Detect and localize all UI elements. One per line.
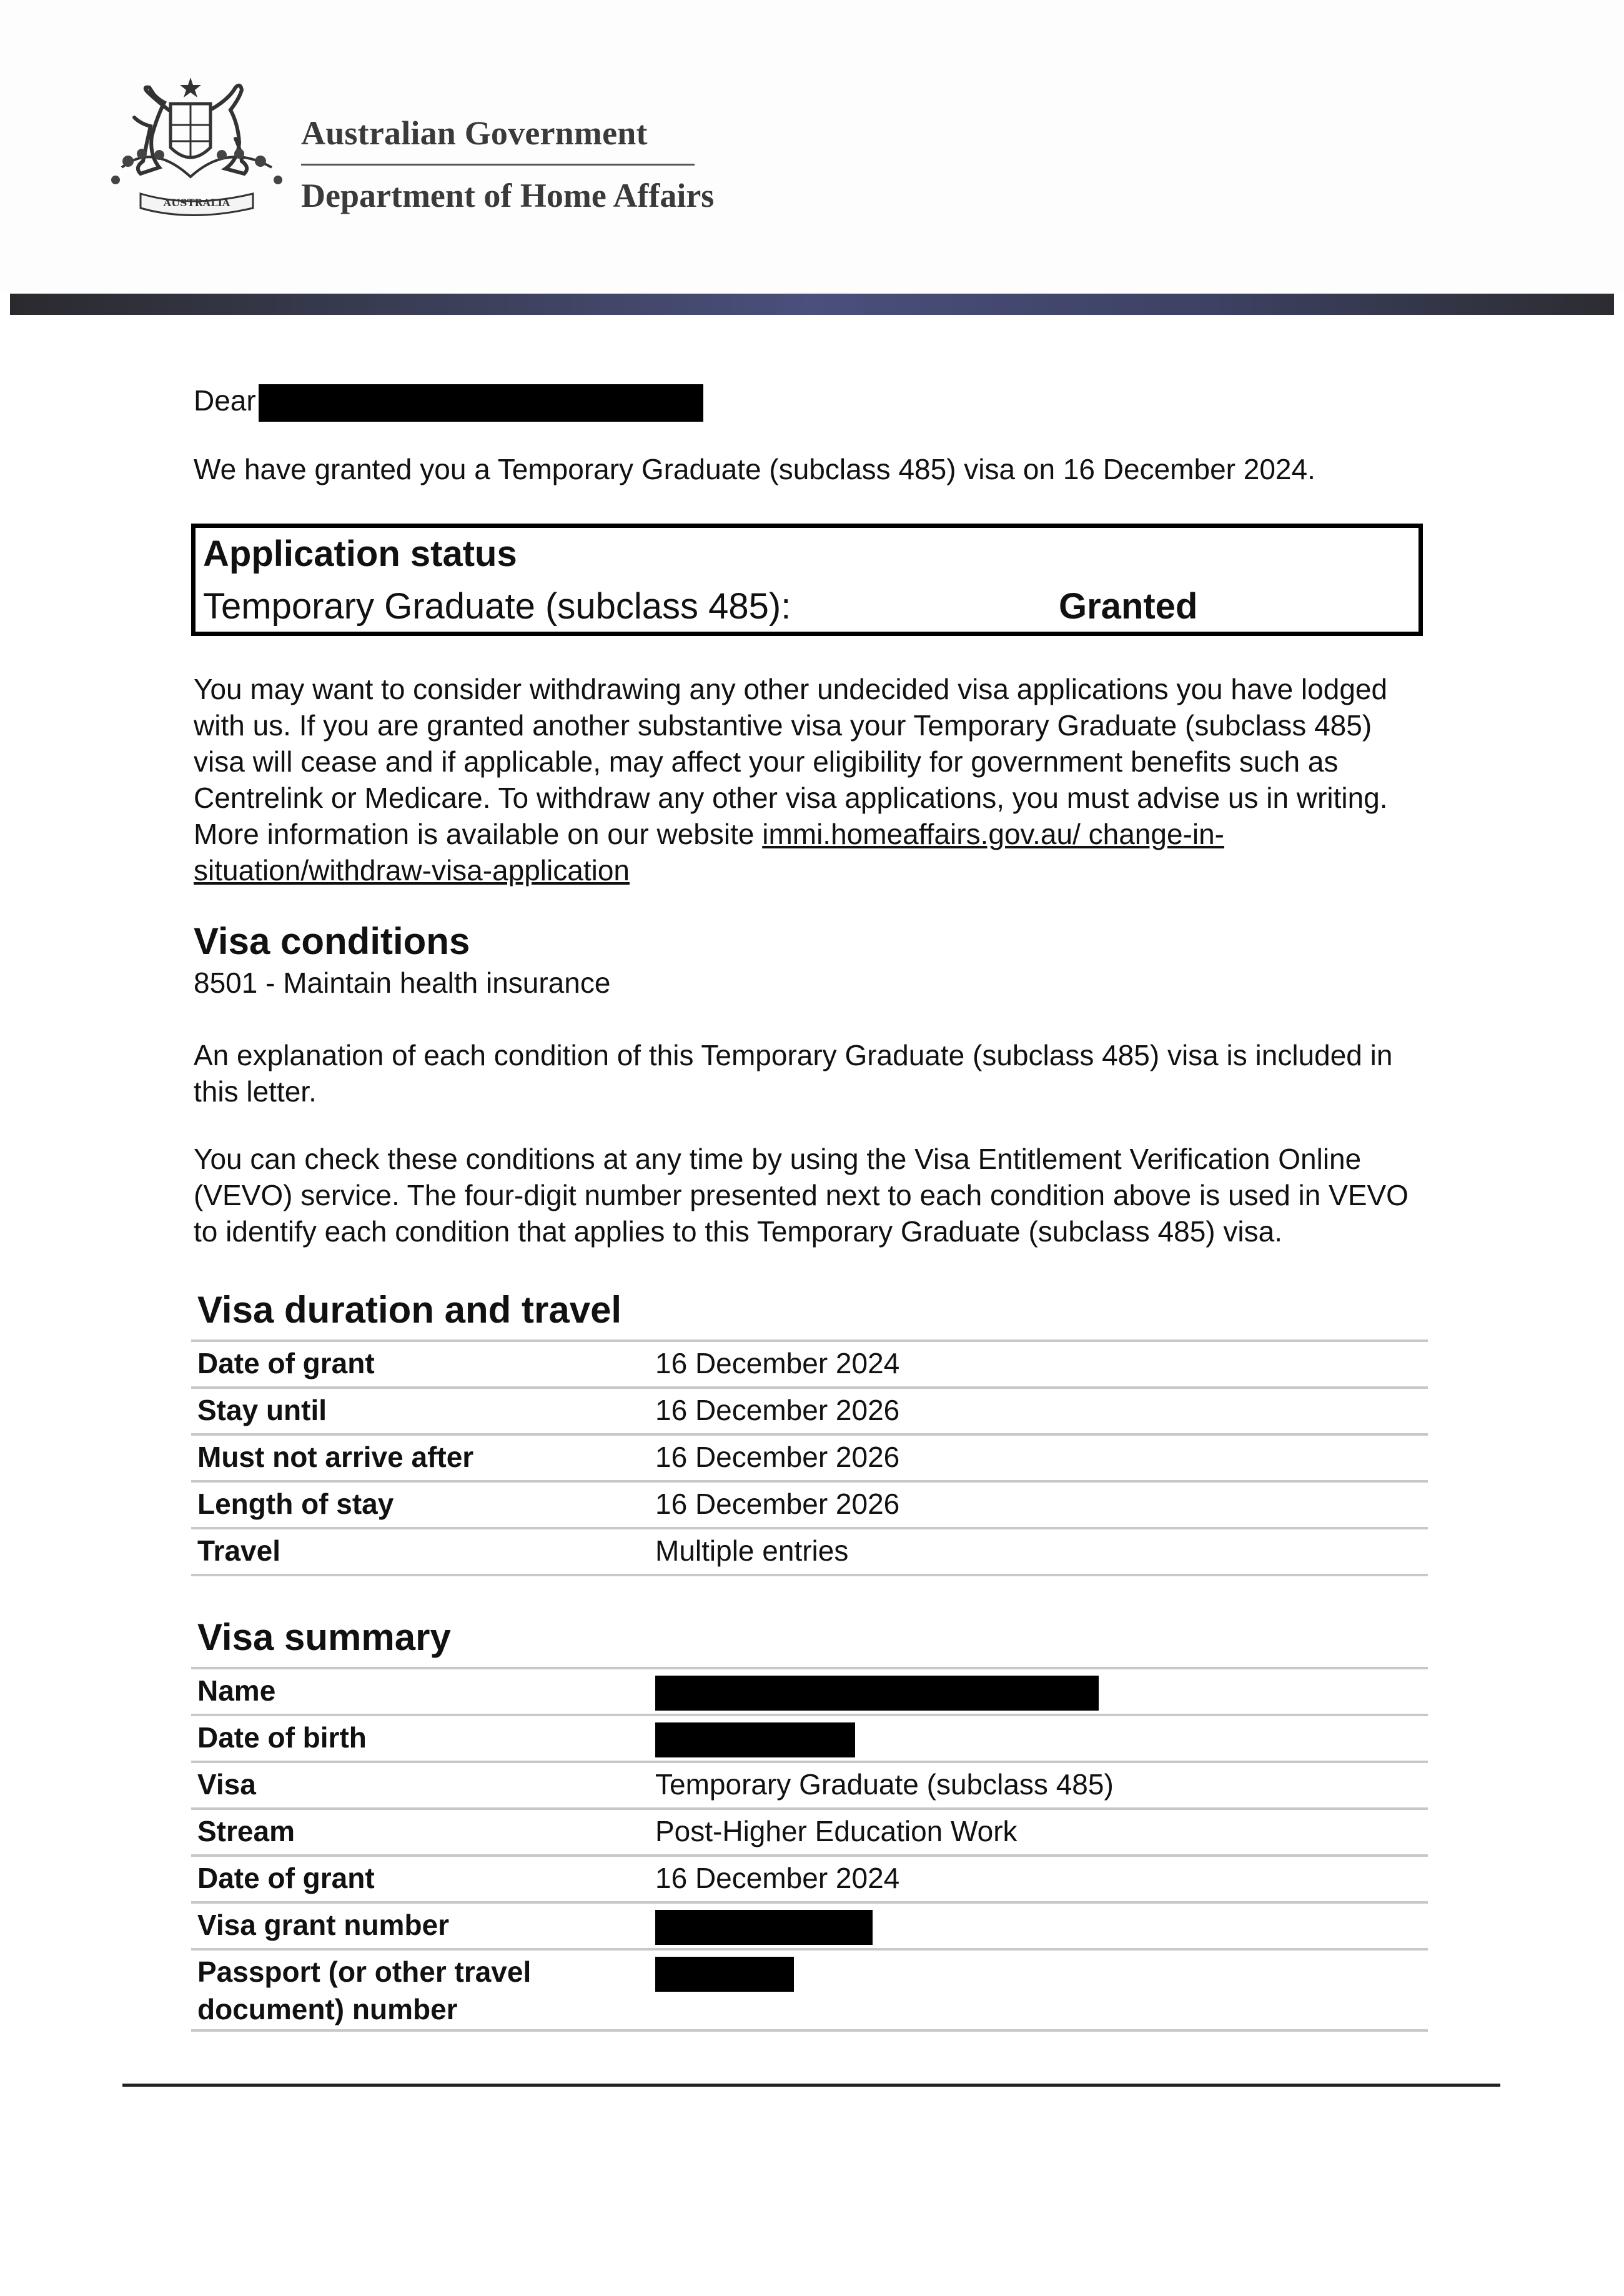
application-status-box [191, 524, 1423, 636]
duration-heading: Visa duration and travel [197, 1289, 622, 1331]
row-label: Date of birth [197, 1721, 367, 1754]
table-row [191, 1901, 1428, 1948]
row-value: 16 December 2026 [655, 1488, 900, 1520]
salutation-text: Dear [194, 384, 256, 417]
table-row [191, 1667, 1428, 1714]
row-label: Date of grant [197, 1862, 375, 1894]
visa-conditions-heading: Visa conditions [194, 920, 470, 962]
row-value [655, 1953, 794, 1992]
row-value: 16 December 2024 [655, 1347, 900, 1379]
redacted-value [655, 1722, 855, 1757]
row-label: Date of grant [197, 1347, 375, 1379]
redacted-value [655, 1957, 794, 1992]
table-row [191, 1527, 1428, 1576]
row-value: Temporary Graduate (subclass 485) [655, 1768, 1114, 1801]
row-value [655, 1672, 1099, 1711]
letterhead [0, 0, 1624, 294]
table-row [191, 1807, 1428, 1854]
row-value: Post-Higher Education Work [655, 1815, 1017, 1847]
coat-of-arms-icon [97, 74, 297, 221]
letterhead-divider [301, 164, 695, 166]
table-row [191, 1714, 1428, 1761]
duration-table [191, 1339, 1428, 1576]
withdraw-notice-text: You may want to consider withdrawing any other undecided visa applications you have lodged with us. If you are granted another substantive visa your Temporary Graduate (subclass 485) visa will cease and if applicable, may affect your eligibility for government benefits such as Centrelink or Medicare. To withdraw any other visa applications, you must advise us in writing. More information is available on our website [194, 673, 1388, 850]
table-row [191, 1386, 1428, 1433]
row-value: 16 December 2024 [655, 1862, 900, 1894]
status-visa: Temporary Graduate (subclass 485): [203, 586, 791, 627]
table-row [191, 1948, 1428, 2032]
row-label: Name [197, 1674, 276, 1707]
row-label: Visa [197, 1768, 256, 1801]
summary-table [191, 1667, 1428, 2032]
row-label: Stay until [197, 1394, 327, 1426]
table-row [191, 1854, 1428, 1901]
row-label: Length of stay [197, 1488, 394, 1520]
table-row [191, 1761, 1428, 1807]
redacted-value [655, 1676, 1099, 1711]
row-label: Stream [197, 1815, 295, 1847]
row-label: Travel [197, 1534, 280, 1567]
table-row [191, 1480, 1428, 1527]
vevo-info: You can check these conditions at any time by using the Visa Entitlement Verification Online (VEVO) service. The four-digit number presented next to each condition above is used in VEVO to identify each condition that applies to this Temporary Graduate (subclass 485) visa. [194, 1143, 1409, 1248]
redacted-name [259, 384, 703, 422]
row-value [655, 1906, 873, 1945]
header-bar [10, 294, 1614, 315]
redacted-value [655, 1910, 873, 1945]
row-value [655, 1719, 855, 1757]
status-value: Granted [1059, 586, 1198, 627]
department-name: Department of Home Affairs [301, 177, 715, 214]
row-value: 16 December 2026 [655, 1441, 900, 1473]
row-label: Passport (or other travel document) number [197, 1956, 532, 2025]
government-name: Australian Government [301, 114, 648, 152]
row-label: Visa grant number [197, 1909, 450, 1941]
table-row [191, 1433, 1428, 1480]
condition-item: 8501 - Maintain health insurance [194, 967, 611, 999]
withdraw-link[interactable]: immi.homeaffairs.gov.au/ change-in-situation/withdraw-visa-application [194, 818, 1224, 887]
conditions-explanation: An explanation of each condition of this Temporary Graduate (subclass 485) visa is included in this letter. [194, 1039, 1393, 1108]
salutation [194, 382, 1443, 422]
withdraw-notice [194, 671, 1418, 888]
footer-divider [122, 2084, 1500, 2087]
status-title: Application status [203, 534, 517, 574]
svg-text:AUSTRALIA: AUSTRALIA [163, 197, 230, 209]
summary-heading: Visa summary [197, 1616, 451, 1658]
row-label: Must not arrive after [197, 1441, 474, 1473]
row-value: 16 December 2026 [655, 1394, 900, 1426]
intro-text: We have granted you a Temporary Graduate (subclass 485) visa on 16 December 2024. [194, 453, 1315, 485]
table-row [191, 1339, 1428, 1386]
row-value: Multiple entries [655, 1534, 849, 1567]
